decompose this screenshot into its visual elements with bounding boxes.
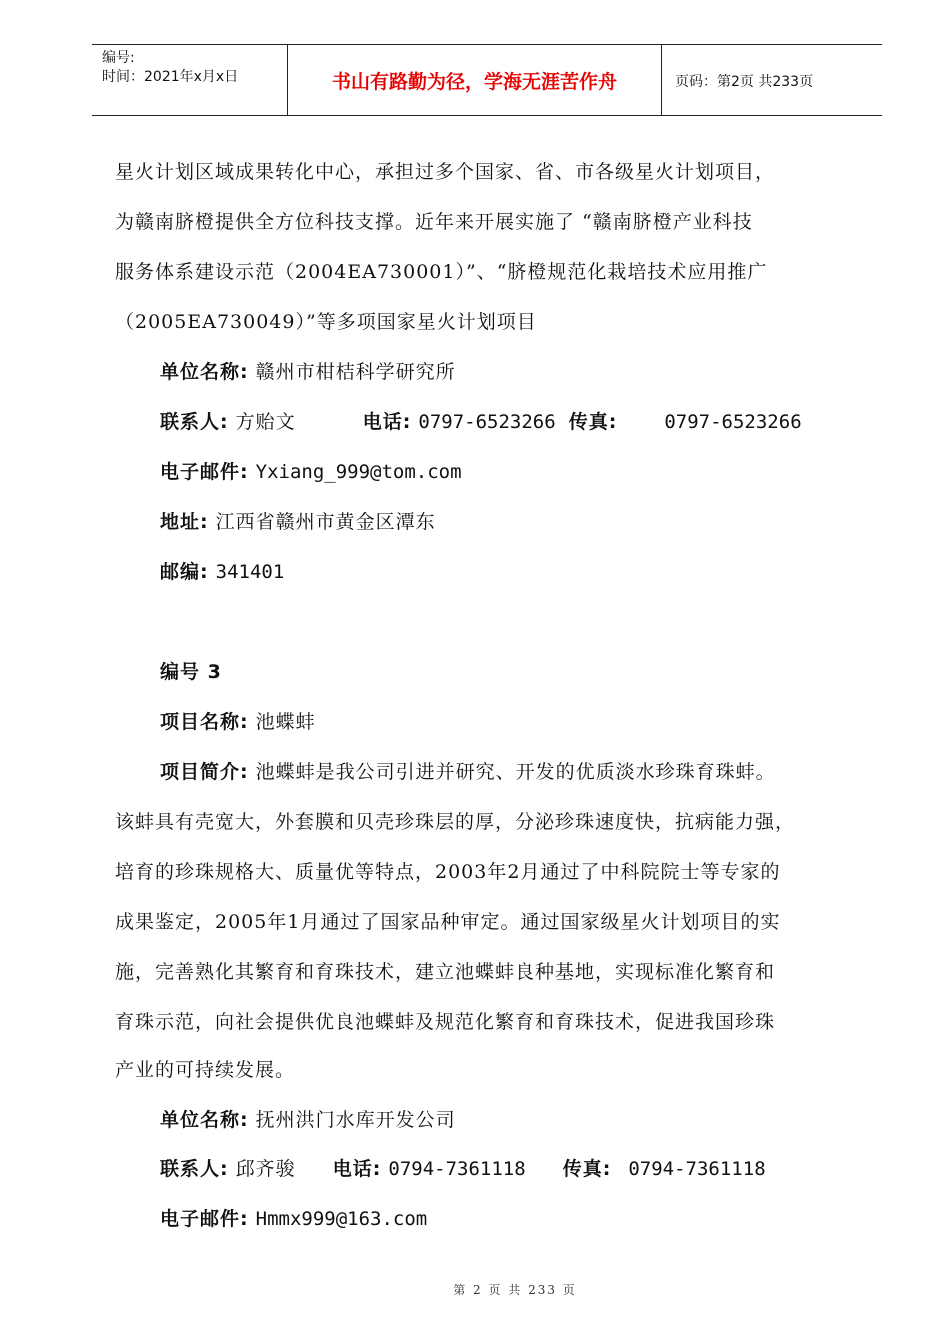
org1-email-label: 电子邮件: bbox=[160, 461, 249, 483]
header-left bbox=[102, 49, 238, 87]
org1-zip-value: 341401 bbox=[215, 561, 285, 583]
project3-email-value: Hmmx999@163.com bbox=[255, 1208, 428, 1230]
project3-intro-line: 育珠示范，向社会提供优良池蝶蚌及规范化繁育和育珠技术，促进我国珍珠 bbox=[115, 1011, 776, 1033]
org1-phone-label: 电话: bbox=[362, 411, 412, 433]
page-footer: 第 2 页 共 233 页 bbox=[453, 1283, 577, 1297]
project3-unit-label: 单位名称: bbox=[160, 1109, 249, 1131]
header-motto: 书山有路勤为径，学海无涯苦作舟 bbox=[287, 45, 662, 115]
project3-intro-line: 产业的可持续发展。 bbox=[115, 1059, 296, 1081]
project3-intro-first: 池蝶蚌是我公司引进并研究、开发的优质淡水珍珠育珠蚌。 bbox=[255, 761, 776, 783]
project3-phone-value: 0794-7361118 bbox=[388, 1158, 526, 1180]
project3-contact-value: 邱齐骏 bbox=[235, 1158, 296, 1180]
project3-intro-line: 施，完善熟化其繁育和育珠技术，建立池蝶蚌良种基地，实现标准化繁育和 bbox=[115, 961, 776, 983]
org1-zip-label: 邮编: bbox=[160, 561, 209, 583]
project3-name-label: 项目名称: bbox=[160, 711, 249, 733]
org1-phone-value: 0797-6523266 bbox=[418, 411, 556, 433]
project3-intro-line: 培育的珍珠规格大、质量优等特点，2003年2月通过了中科院院士等专家的 bbox=[115, 861, 781, 883]
project3-email-label: 电子邮件: bbox=[160, 1208, 249, 1230]
intro-line: 为赣南脐橙提供全方位科技支撑。近年来开展实施了 “赣南脐橙产业科技 bbox=[115, 211, 753, 233]
org1-address-label: 地址: bbox=[160, 511, 209, 533]
project3-email-row bbox=[160, 1207, 427, 1231]
intro-line: 星火计划区域成果转化中心，承担过多个国家、省、市各级星火计划项目， bbox=[115, 161, 776, 183]
project3-intro-label: 项目简介: bbox=[160, 761, 249, 783]
org1-contact-label: 联系人: bbox=[160, 411, 229, 433]
project3-name-value: 池蝶蚌 bbox=[255, 711, 316, 733]
project3-unit-row bbox=[160, 1108, 456, 1132]
intro-line: （2005EA730049）”等多项国家星火计划项目 bbox=[115, 311, 537, 333]
project3-intro-line: 成果鉴定，2005年1月通过了国家品种审定。通过国家级星火计划项目的实 bbox=[115, 911, 781, 933]
org1-unit-value: 赣州市柑桔科学研究所 bbox=[255, 361, 456, 383]
project3-intro-row bbox=[160, 760, 776, 784]
project3-intro-line: 该蚌具有壳宽大，外套膜和贝壳珍珠层的厚，分泌珍珠速度快，抗病能力强， bbox=[115, 811, 796, 833]
project3-fax-label: 传真: bbox=[562, 1158, 612, 1180]
project3-unit-value: 抚州洪门水库开发公司 bbox=[255, 1109, 456, 1131]
project3-phone-label: 电话: bbox=[332, 1158, 382, 1180]
project3-fax-value: 0794-7361118 bbox=[628, 1158, 766, 1180]
org1-address-value: 江西省赣州市黄金区潭东 bbox=[215, 511, 436, 533]
org1-contact-value: 方贻文 bbox=[235, 411, 296, 433]
org1-unit-row bbox=[160, 360, 456, 384]
intro-line: 服务体系建设示范（2004EA730001）”、“脐橙规范化栽培技术应用推广 bbox=[115, 261, 768, 283]
org1-zip-row bbox=[160, 560, 284, 584]
header-page-info: 页码：第2页 共233页 bbox=[675, 74, 814, 90]
org1-email-row bbox=[160, 460, 462, 484]
org1-address-row bbox=[160, 510, 436, 534]
project3-name-row bbox=[160, 710, 316, 734]
page-header bbox=[92, 44, 882, 116]
org1-fax-label: 传真: bbox=[568, 411, 618, 433]
org1-unit-label: 单位名称: bbox=[160, 361, 249, 383]
org1-contact-row bbox=[160, 410, 802, 434]
header-time-label: 时间：2021年x月x日 bbox=[102, 69, 239, 85]
project3-contact-row bbox=[160, 1157, 766, 1181]
org1-email-value: Yxiang_999@tom.com bbox=[255, 461, 462, 483]
project3-number: 编号 3 bbox=[160, 661, 222, 683]
project3-contact-label: 联系人: bbox=[160, 1158, 229, 1180]
org1-fax-value: 0797-6523266 bbox=[664, 411, 802, 433]
header-code-label: 编号: bbox=[102, 50, 135, 66]
